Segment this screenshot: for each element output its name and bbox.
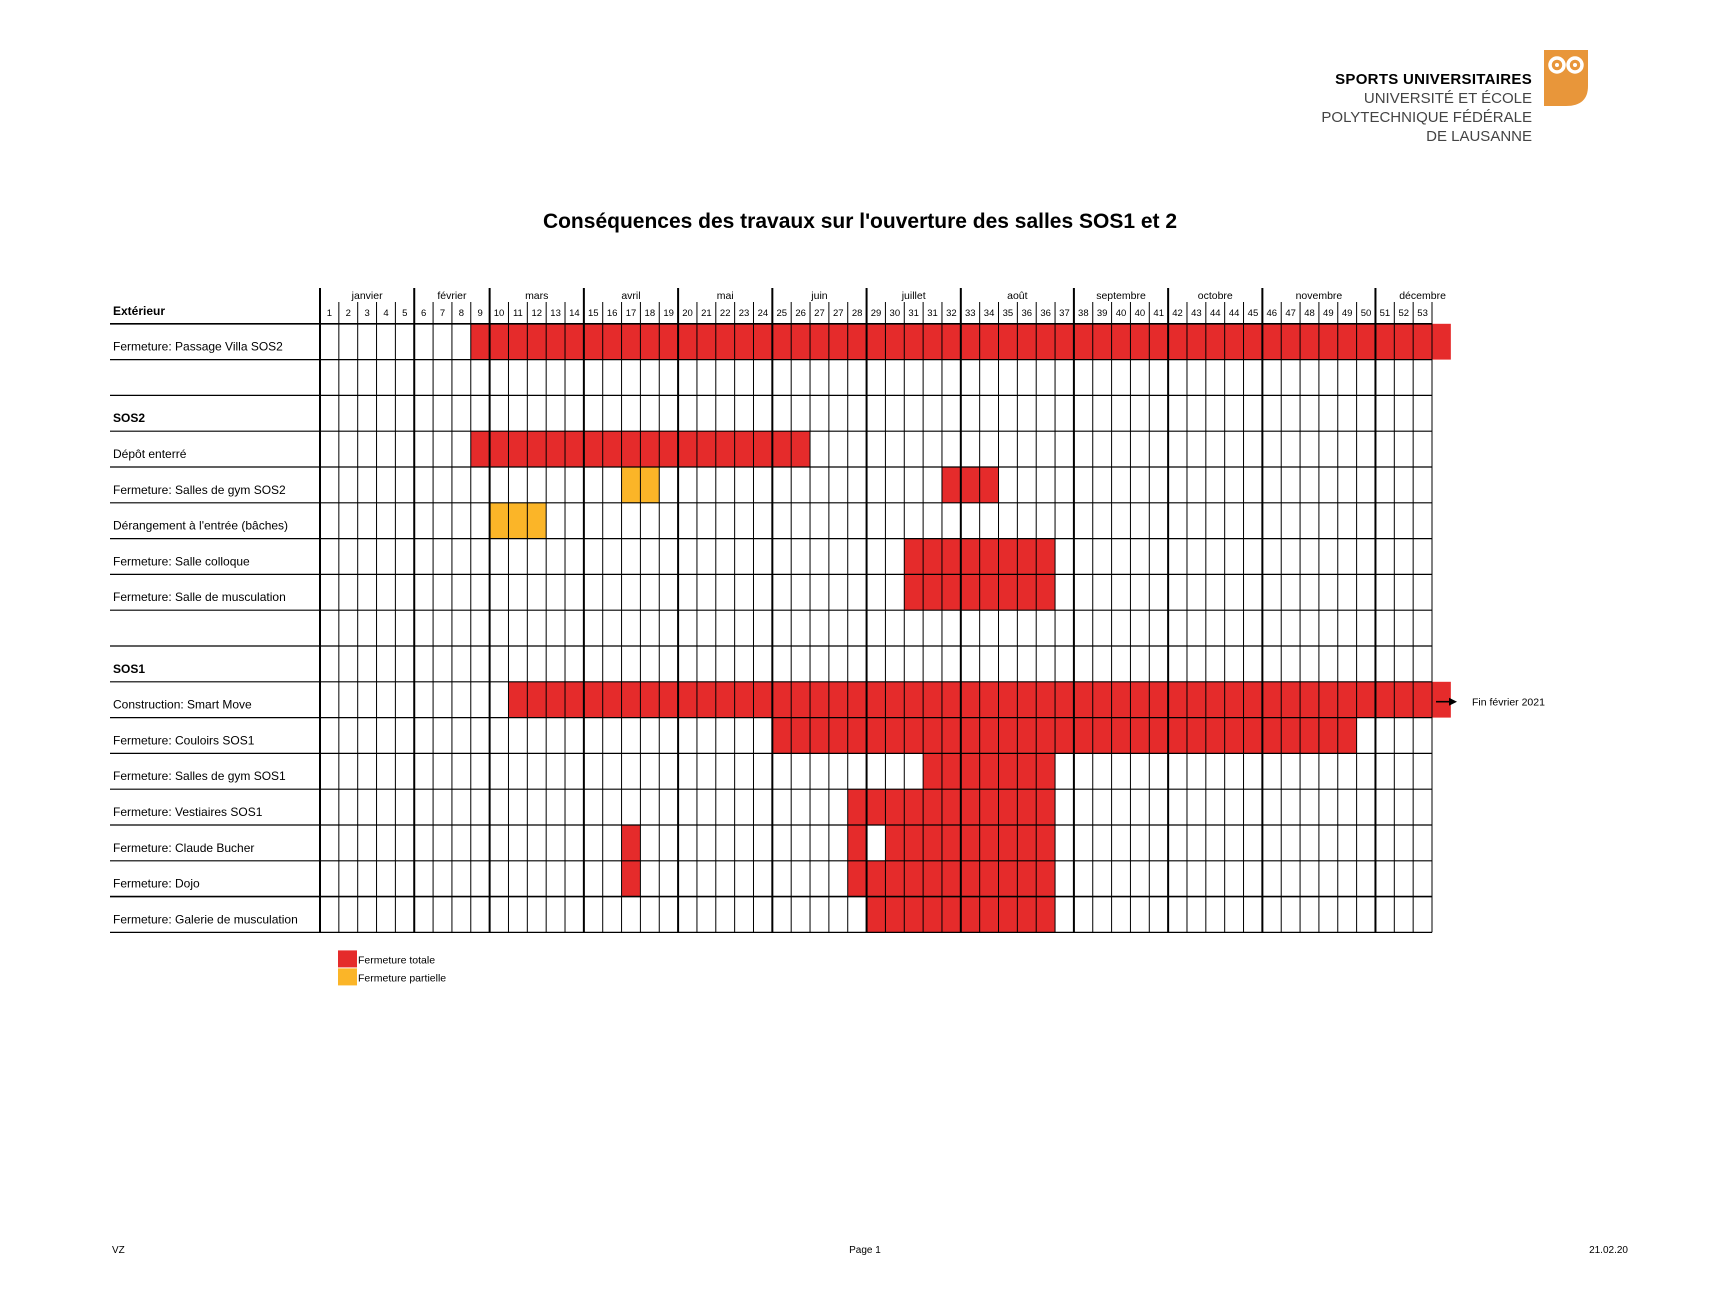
row-label: Fermeture: Dojo	[113, 876, 200, 891]
week-label: 11	[512, 308, 523, 319]
bar-total	[942, 467, 999, 503]
week-label: 34	[983, 308, 995, 319]
week-label: 40	[1134, 308, 1146, 319]
week-label: 43	[1191, 308, 1202, 319]
week-label: 30	[889, 308, 901, 319]
week-label: 10	[493, 308, 505, 319]
week-label: 1	[326, 308, 333, 319]
month-label: juin	[811, 290, 828, 302]
month-label: juillet	[901, 290, 926, 302]
week-label: 17	[625, 308, 637, 319]
legend-swatch	[338, 968, 357, 985]
week-label: 29	[870, 308, 882, 319]
bar-total	[622, 825, 641, 861]
bar-total	[622, 861, 641, 897]
week-label: 36	[1021, 308, 1033, 319]
logo-line-1: SPORTS UNIVERSITAIRES	[1335, 71, 1532, 88]
week-label: 28	[851, 308, 863, 319]
logo-line-3: POLYTECHNIQUE FÉDÉRALE	[1321, 109, 1532, 126]
month-label: mai	[716, 290, 734, 302]
logo-line-2: UNIVERSITÉ ET ÉCOLE	[1363, 90, 1532, 107]
week-label: 31	[927, 308, 938, 319]
week-label: 19	[663, 308, 674, 319]
section-header: SOS1	[113, 661, 146, 676]
week-label: 16	[606, 308, 618, 319]
bar-total	[848, 789, 1055, 825]
month-label: octobre	[1197, 290, 1233, 302]
week-label: 3	[364, 308, 370, 319]
week-label: 6	[421, 308, 427, 319]
bar-total	[848, 861, 1055, 897]
week-label: 40	[1115, 308, 1127, 319]
week-label: 35	[1002, 308, 1014, 319]
week-label: 46	[1266, 308, 1278, 319]
month-label: février	[437, 290, 467, 302]
week-label: 8	[458, 308, 465, 319]
week-label: 27	[814, 308, 825, 319]
legend-swatch	[338, 950, 357, 967]
row-label: Fermeture: Salles de gym SOS2	[113, 482, 286, 497]
footer-page: Page 1	[849, 1245, 881, 1256]
month-label: décembre	[1399, 290, 1446, 302]
week-label: 42	[1172, 308, 1183, 319]
row-label: Dépôt enterré	[113, 447, 187, 461]
week-label: 51	[1379, 308, 1391, 319]
week-label: 33	[964, 308, 976, 319]
footer-left: VZ	[112, 1245, 125, 1256]
week-label: 48	[1304, 308, 1315, 319]
row-label: Fermeture: Salles de gym SOS1	[113, 769, 286, 784]
week-label: 24	[757, 308, 769, 319]
bar-total	[772, 718, 1356, 754]
week-label: 13	[550, 308, 561, 319]
week-label: 15	[587, 308, 599, 319]
week-label: 49	[1341, 308, 1353, 319]
week-label: 50	[1360, 308, 1372, 319]
week-label: 38	[1078, 308, 1089, 319]
section-header: Extérieur	[113, 303, 166, 318]
week-label: 2	[345, 308, 351, 319]
month-label: septembre	[1096, 290, 1146, 302]
week-label: 23	[738, 308, 750, 319]
row-label: Construction: Smart Move	[113, 697, 252, 712]
bar-partial	[490, 503, 547, 539]
row-note: Fin février 2021	[1472, 696, 1545, 709]
week-label: 26	[795, 308, 806, 319]
week-label: 44	[1228, 308, 1240, 319]
week-label: 36	[1040, 308, 1051, 319]
week-label: 21	[701, 308, 712, 319]
week-label: 37	[1059, 308, 1070, 319]
week-label: 7	[439, 308, 446, 319]
week-label: 9	[477, 308, 483, 319]
week-label: 18	[644, 308, 656, 319]
page-title: Conséquences des travaux sur l'ouverture des salles SOS1 et 2	[542, 210, 1178, 233]
row-label: Fermeture: Galerie de musculation	[113, 912, 298, 927]
bar-total	[923, 753, 1055, 789]
row-label: Fermeture: Passage Villa SOS2	[113, 339, 283, 354]
week-label: 5	[402, 308, 408, 319]
week-label: 22	[719, 308, 731, 319]
week-label: 4	[383, 308, 389, 319]
week-label: 31	[908, 308, 919, 319]
month-label: novembre	[1295, 290, 1343, 302]
row-label: Dérangement à l'entrée (bâches)	[113, 518, 289, 533]
week-label: 49	[1323, 308, 1334, 319]
month-label: mars	[525, 290, 549, 302]
row-label: Fermeture: Salle de musculation	[113, 590, 286, 605]
month-label: janvier	[351, 290, 383, 302]
week-label: 39	[1096, 308, 1108, 319]
logo-line-4: DE LAUSANNE	[1426, 128, 1532, 145]
week-label: 45	[1247, 308, 1259, 319]
row-label: Fermeture: Vestiaires SOS1	[113, 805, 263, 819]
footer-date: 21.02.20	[1589, 1245, 1628, 1256]
week-label: 25	[776, 308, 788, 319]
week-label: 32	[946, 308, 957, 319]
week-label: 12	[531, 308, 543, 319]
bar-total	[885, 825, 1055, 861]
arrow-right-icon	[1449, 698, 1457, 706]
week-label: 41	[1153, 308, 1165, 319]
week-label: 47	[1285, 308, 1296, 319]
week-label: 53	[1417, 308, 1428, 319]
row-label: Fermeture: Claude Bucher	[113, 840, 255, 855]
week-label: 52	[1398, 308, 1410, 319]
legend-label: Fermeture totale	[358, 954, 436, 967]
week-label: 44	[1209, 308, 1221, 319]
month-label: août	[1007, 290, 1028, 302]
week-label: 14	[569, 308, 580, 319]
row-label: Fermeture: Couloirs SOS1	[113, 733, 255, 748]
week-label: 20	[682, 308, 693, 319]
section-header: SOS2	[113, 411, 146, 426]
legend-label: Fermeture partielle	[358, 972, 447, 985]
bar-total	[848, 825, 867, 861]
week-label: 27	[833, 308, 844, 319]
row-label: Fermeture: Salle colloque	[113, 554, 250, 569]
month-label: avril	[621, 290, 641, 302]
